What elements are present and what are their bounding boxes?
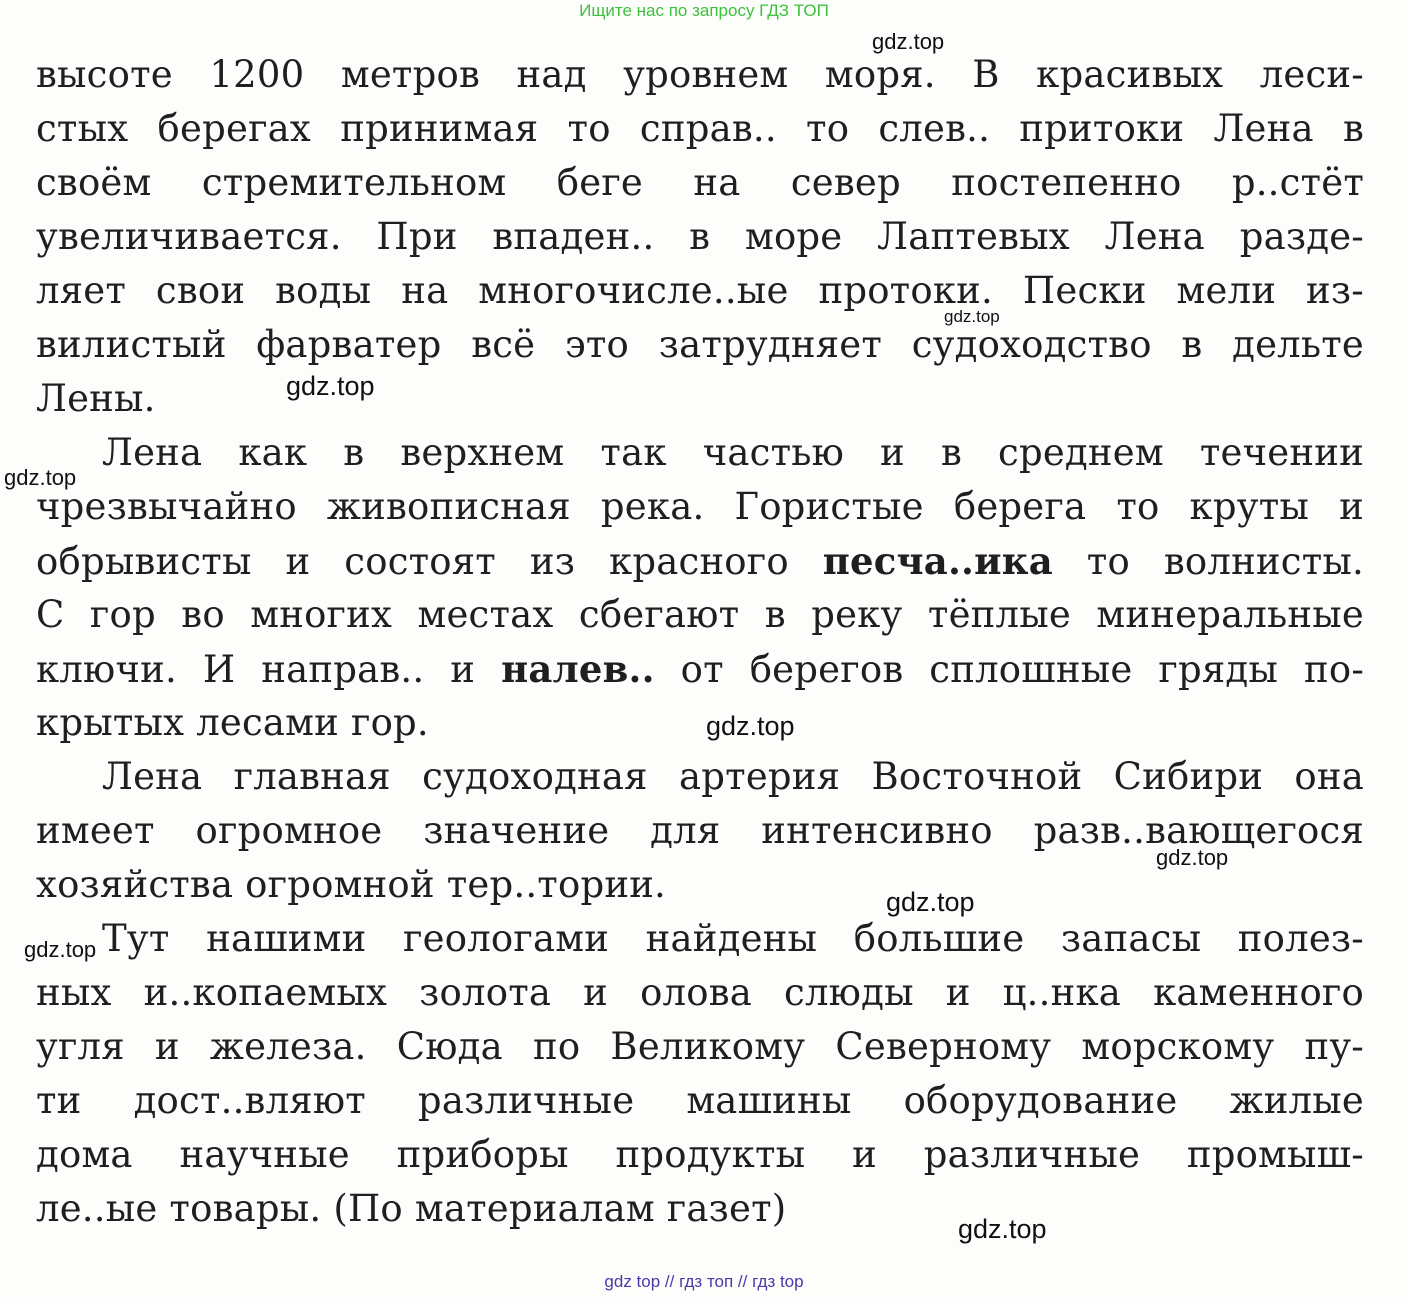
text-line-mixed [36,642,1364,696]
text-line: крытых лесами гор. [36,701,429,744]
text-line: своём стремительном беге на север постепенно р..стёт [36,161,1364,204]
text-segment: то волнисты. [1086,540,1364,583]
watermark: gdz.top [286,371,375,401]
watermark: gdz.top [1156,845,1229,870]
text-line: ных и..копаемых золота и олова слюды и ц..нка каменного [36,971,1364,1014]
watermark: gdz.top [4,465,77,490]
watermark: gdz.top [886,887,975,917]
text-line: дома научные приборы продукты и различные промыш- [36,1133,1364,1176]
exercise-text [36,48,1364,1236]
text-line: стых берегах принимая то справ.. то слев.. притоки Лена в [36,107,1364,150]
text-line: вилистый фарватер всё это затрудняет судоходство в дельте [36,323,1364,366]
footer-watermark: gdz top // гдз топ // гдз top [604,1272,804,1291]
text-line: С гор во многих местах сбегают в реку тёплые минеральные [36,593,1364,636]
text-line: имеет огромное значение для интенсивно разв..вающегося [36,809,1364,852]
text-line: ти дост..вляют различные машины оборудование жилые [36,1079,1364,1122]
text-line: Лена как в верхнем так частью и в среднем течении [102,431,1364,474]
text-line: Лена главная судоходная артерия Восточной Сибири она [102,755,1364,798]
text-line: чрезвычайно живописная река. Гористые берега то круты и [36,485,1364,528]
text-segment: ключи. И направ.. и [36,648,476,691]
text-line: угля и железа. Сюда по Великому Северному морскому пу- [36,1025,1364,1068]
search-banner: Ищите нас по запросу ГДЗ ТОП [579,1,829,20]
text-line: Тут нашими геологами найдены большие запасы полез- [102,917,1364,960]
text-segment: обрывисты и состоят из красного [36,540,789,583]
text-line: увеличивается. При впаден.. в море Лаптевых Лена разде- [36,215,1364,258]
watermark: gdz.top [706,711,795,741]
watermark: gdz.top [944,307,1000,326]
watermark: gdz.top [958,1214,1047,1244]
text-line: хозяйства огромной тер..тории. [36,863,667,906]
highlighted-word: налев.. [501,647,655,691]
text-line-mixed [36,534,1364,588]
watermark: gdz.top [24,937,97,962]
text-line: ляет свои воды на многочисле..ые протоки. Пески мели из- [36,269,1364,312]
highlighted-word: песча..ика [822,539,1053,583]
text-line: Лены. [36,377,156,420]
text-line: ле..ые товары. (По материалам газет) [36,1187,787,1230]
text-segment: от берегов сплошные гряды по- [680,648,1365,691]
text-line: высоте 1200 метров над уровнем моря. В красивых леси- [36,53,1364,96]
watermark: gdz.top [872,29,945,54]
